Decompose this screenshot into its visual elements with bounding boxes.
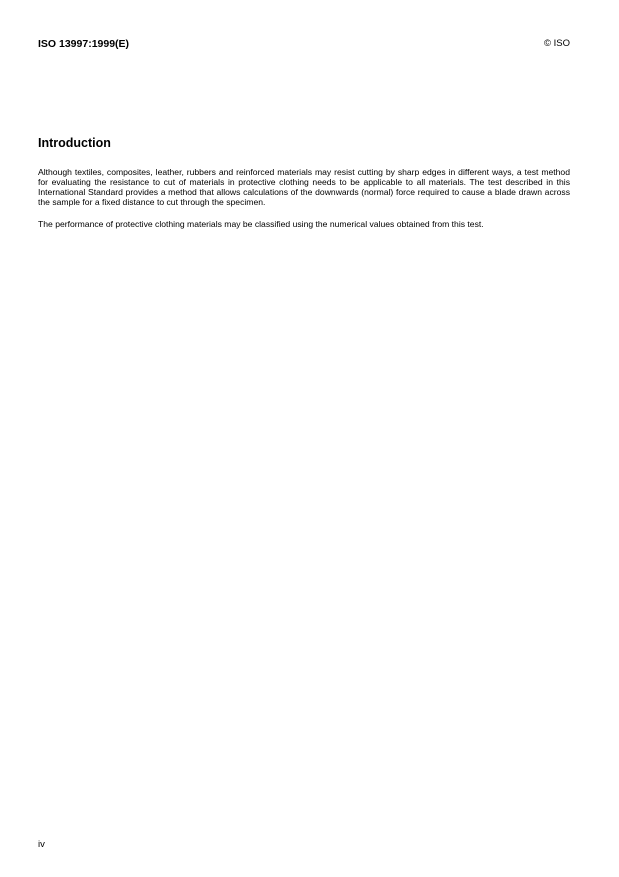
document-id: ISO 13997:1999(E)	[38, 38, 130, 50]
section-title: Introduction	[38, 136, 111, 150]
introduction-section	[38, 135, 570, 241]
copyright-notice: © ISO	[543, 38, 570, 49]
page-header	[38, 38, 570, 52]
page-number: iv	[38, 839, 45, 850]
paragraph: The performance of protective clothing materials may be classified using the numerical values obtained from this test.	[38, 219, 484, 229]
paragraph: Although textiles, composites, leather, rubbers and reinforced materials may resist cutting by sharp edges in different ways, a test method for evaluating the resistance to cut of materials in protective clothing needs to be applicable to all materials. The test described in this International Standard provides a method that allows calculations of the downwards (normal) force required to cause a blade drawn across the sample for a fixed distance to cut through the specimen.	[38, 167, 570, 207]
